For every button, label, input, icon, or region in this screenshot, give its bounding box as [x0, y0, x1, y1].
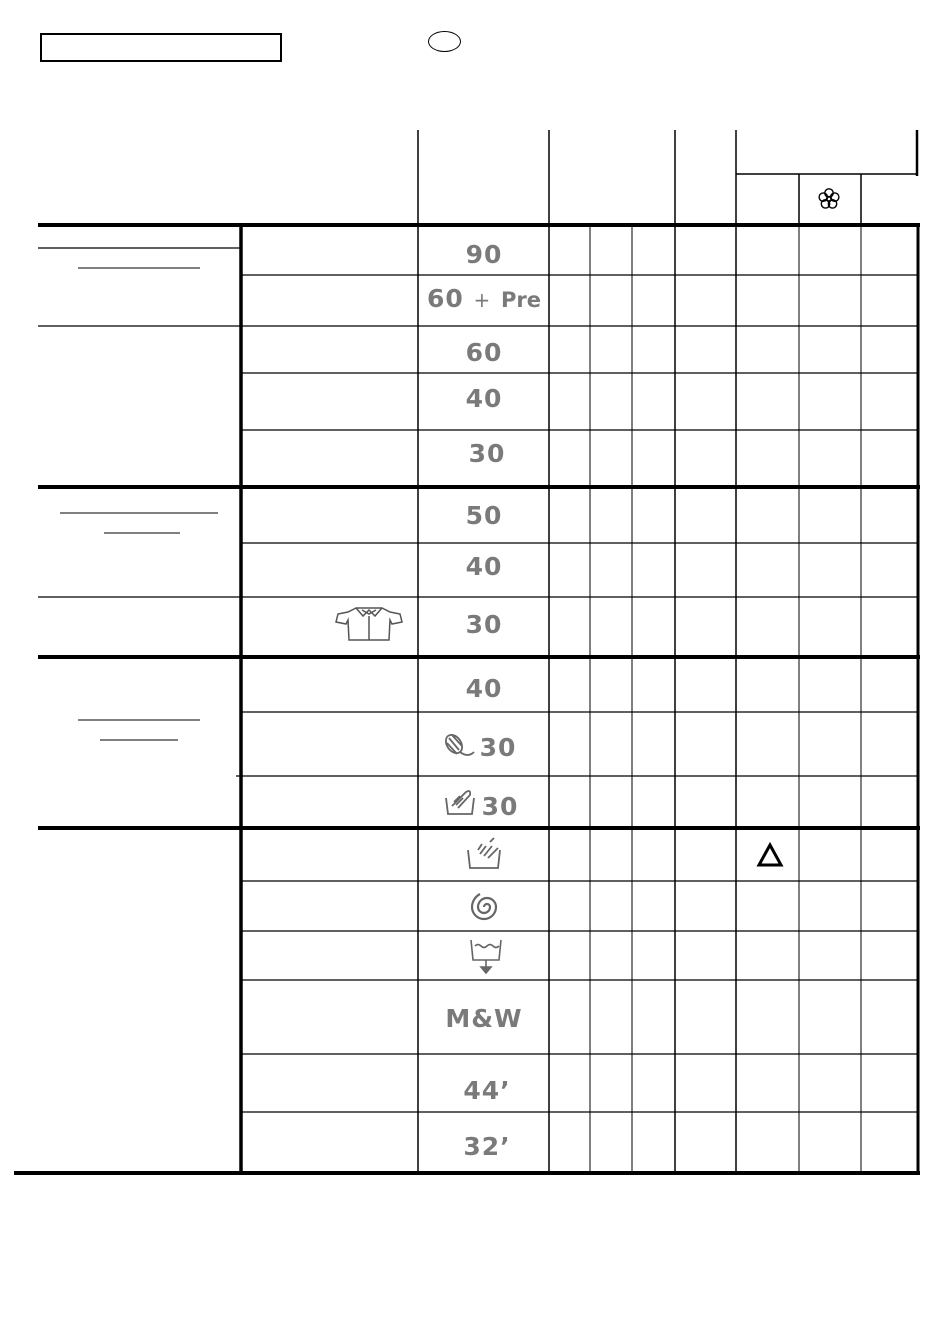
program-temp-label: 50	[465, 501, 503, 530]
drain-icon	[471, 940, 501, 973]
rinse-icon	[468, 838, 500, 868]
program-temp-label: 30	[481, 792, 519, 821]
program-temp-label: 60 + Pre	[427, 284, 541, 313]
program-temp-label: 44’	[463, 1076, 511, 1105]
program-temp-label: 30	[468, 439, 506, 468]
program-temp-label: 30	[479, 733, 517, 762]
warning-triangle-icon	[759, 845, 781, 865]
program-temp-label: 30	[465, 610, 503, 639]
flower-softener-icon	[819, 189, 839, 208]
program-temp-label: 40	[465, 552, 503, 581]
spin-icon	[472, 894, 496, 919]
program-temp-label: 90	[465, 240, 503, 269]
shirt-icon	[336, 608, 402, 640]
program-temp-label: 60	[465, 338, 503, 367]
program-temp-label: M&W	[445, 1004, 523, 1033]
program-temp-label: 40	[465, 674, 503, 703]
program-temp-label: 40	[465, 384, 503, 413]
program-temp-label: 32’	[463, 1132, 511, 1161]
